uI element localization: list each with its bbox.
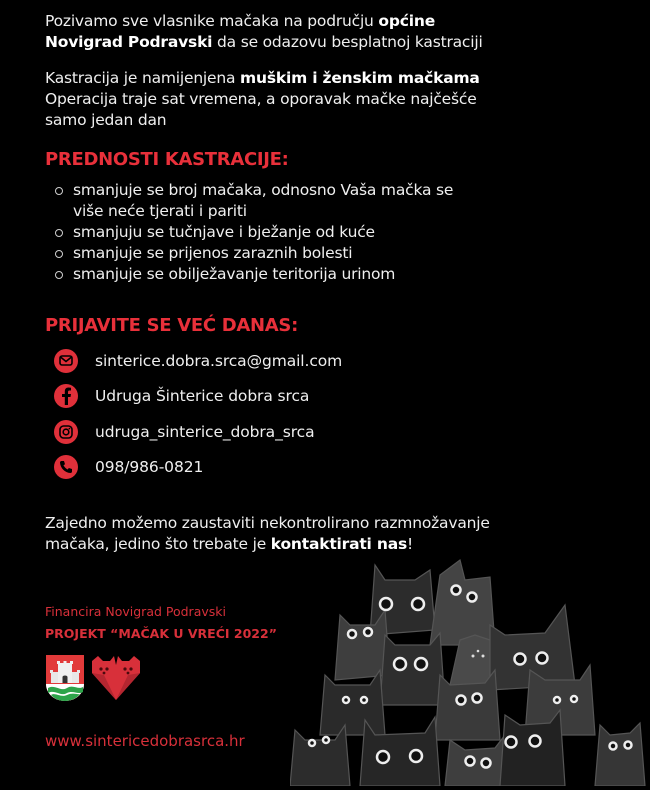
- benefit-item: smanjuje se obilježavanje teritorija urinom: [45, 264, 465, 285]
- email-address[interactable]: sinterice.dobra.srca@gmail.com: [95, 351, 343, 370]
- benefit-item: smanjuju se tučnjave i bježanje od kuće: [45, 222, 465, 243]
- closing-text: mačaka, jedino što trebate je: [45, 535, 271, 553]
- closing-paragraph: Zajedno možemo zaustaviti nekontrolirano razmnožavanje mačaka, jedino što trebate je kontaktirati nas!: [45, 514, 490, 553]
- instagram-handle[interactable]: udruga_sinterice_dobra_srca: [95, 422, 315, 441]
- contact-email[interactable]: [45, 343, 465, 379]
- info-paragraph: [45, 68, 480, 131]
- website-link[interactable]: www.sintericedobrasrca.hr: [45, 732, 245, 750]
- intro-bold: općine: [378, 12, 436, 30]
- info-line-3: samo jedan dan: [45, 111, 167, 129]
- contact-facebook[interactable]: [45, 379, 465, 415]
- circle-bullet-icon: [55, 187, 63, 195]
- phone-icon: [54, 455, 78, 479]
- cat-heart-logo: [90, 655, 142, 701]
- closing-bold: kontaktirati nas: [270, 535, 407, 553]
- benefits-heading: PREDNOSTI KASTRACIJE:: [45, 149, 289, 170]
- circle-bullet-icon: [55, 250, 63, 258]
- contact-instagram[interactable]: [45, 414, 465, 450]
- intro-paragraph: [45, 11, 483, 53]
- closing-line-1: Zajedno možemo zaustaviti nekontrolirano razmnožavanje: [45, 514, 490, 532]
- contact-phone[interactable]: [45, 450, 465, 486]
- benefit-item: smanjuje se prijenos zaraznih bolesti: [45, 243, 465, 264]
- info-text: Kastracija je namijenjena: [45, 69, 241, 87]
- info-line-2: Operacija traje sat vremena, a oporavak mačke najčešće: [45, 90, 477, 108]
- intro-text: Pozivamo sve vlasnike mačaka na području: [45, 12, 379, 30]
- cats-illustration: [290, 555, 650, 786]
- funded-by: Financira Novigrad Podravski: [45, 604, 226, 619]
- phone-number[interactable]: 098/986-0821: [95, 458, 204, 477]
- contact-heading: PRIJAVITE SE VEĆ DANAS:: [45, 315, 298, 336]
- benefit-item: smanjuje se broj mačaka, odnosno Vaša mačka se više neće tjerati i pariti: [45, 180, 465, 222]
- contact-list: [45, 343, 465, 485]
- intro-text-2: da se odazovu besplatnoj kastraciji: [212, 33, 483, 51]
- facebook-page[interactable]: Udruga Šinterice dobra srca: [95, 387, 310, 406]
- project-title: PROJEKT “MAČAK U VREĆI 2022”: [45, 626, 277, 641]
- intro-bold-municipality: Novigrad Podravski: [45, 33, 213, 51]
- circle-bullet-icon: [55, 271, 63, 279]
- facebook-icon: [54, 384, 78, 408]
- coat-of-arms-logo: [45, 654, 85, 702]
- email-icon: [54, 349, 78, 373]
- info-bold: muškim i ženskim mačkama: [240, 69, 480, 87]
- instagram-icon: [54, 420, 78, 444]
- circle-bullet-icon: [55, 229, 63, 237]
- benefits-list: [45, 180, 465, 285]
